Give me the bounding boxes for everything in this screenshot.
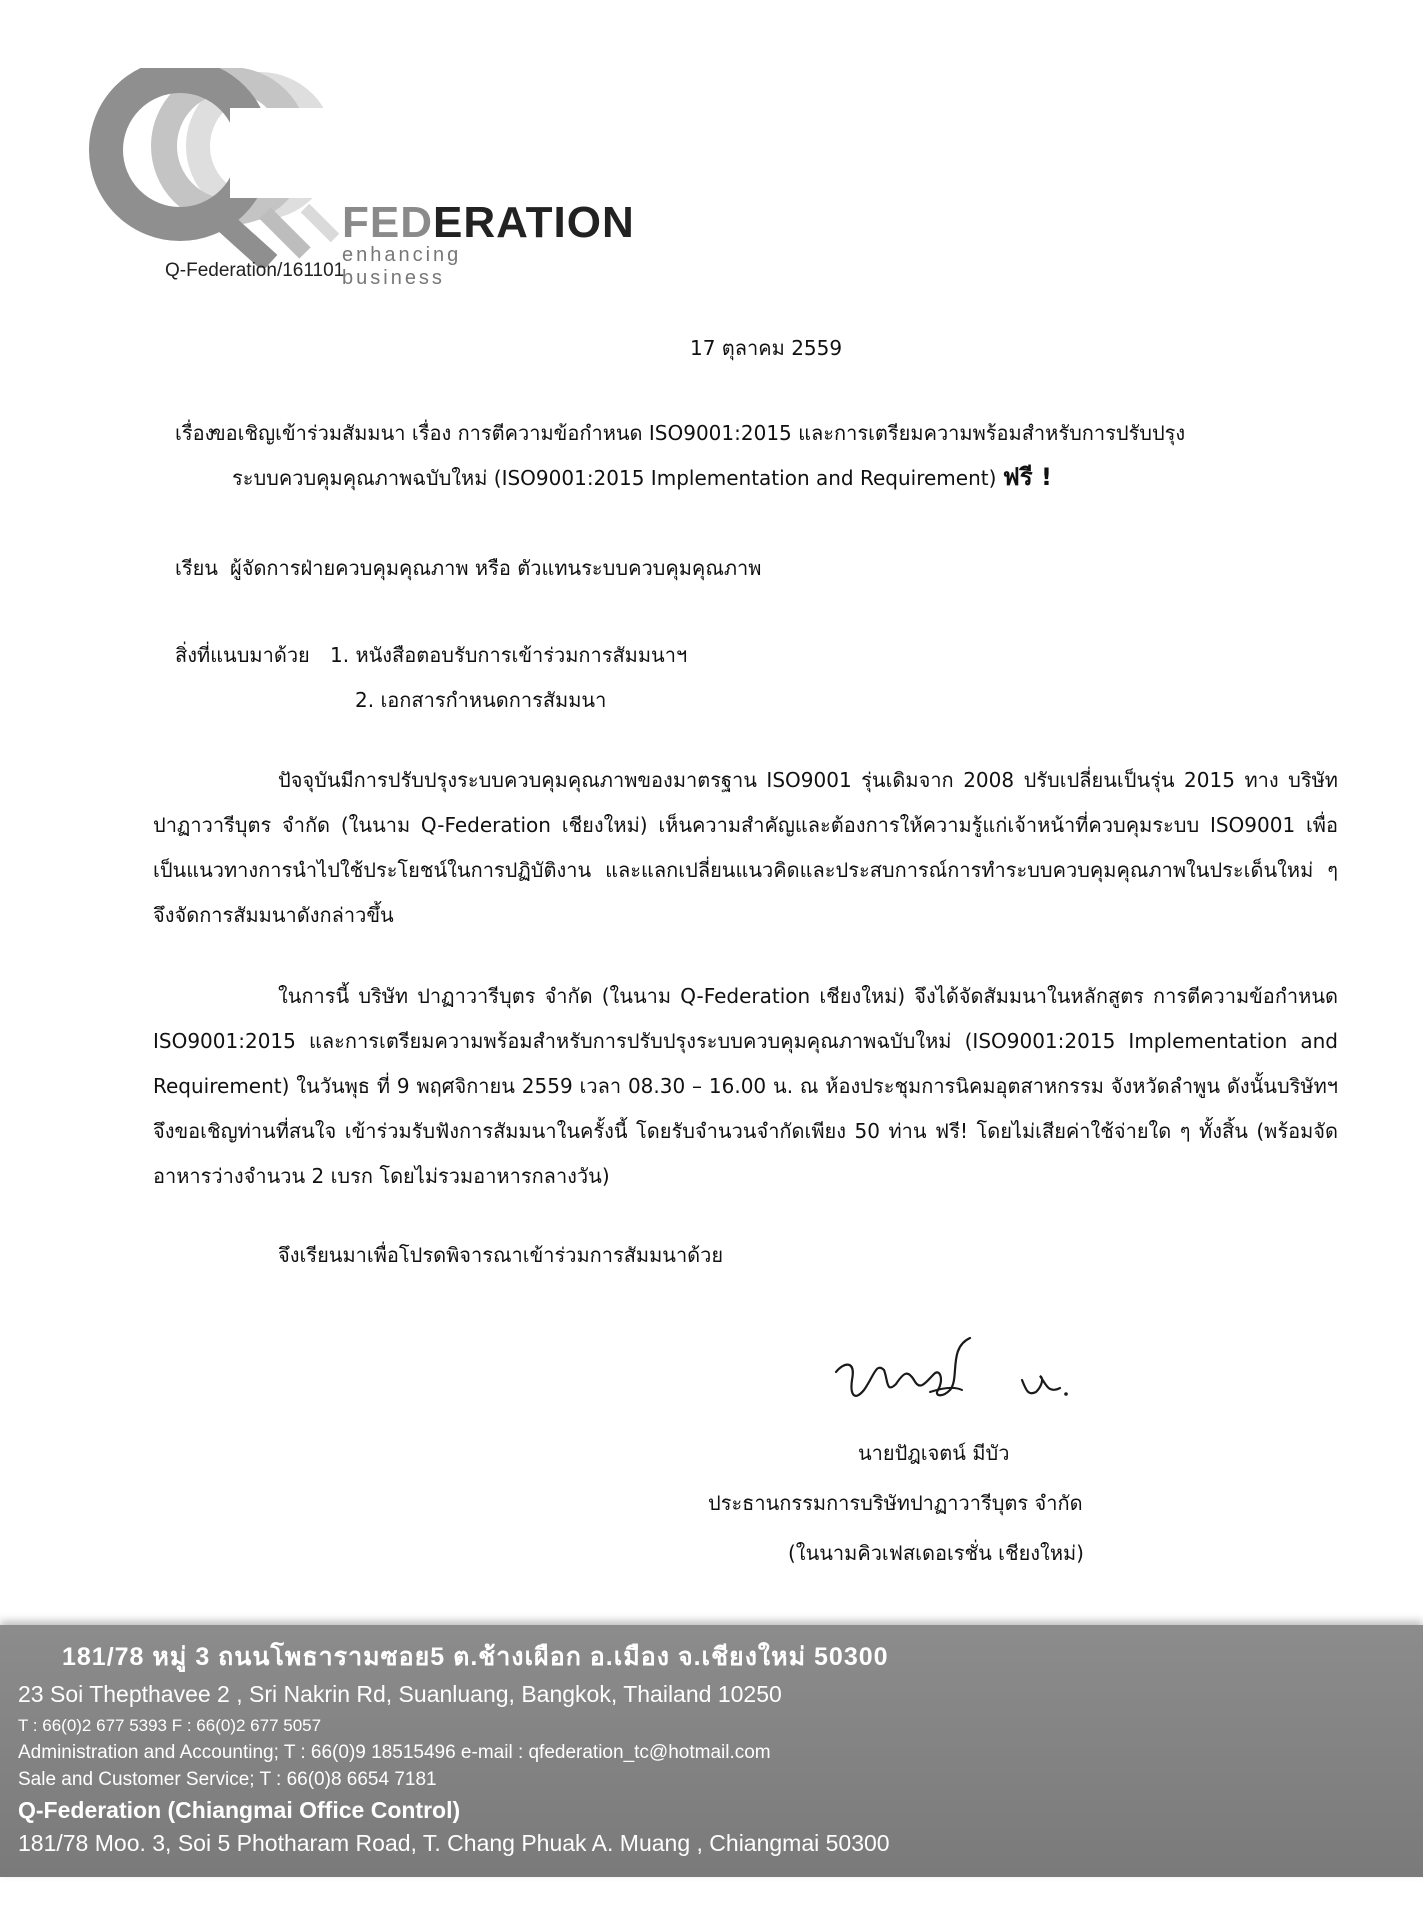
footer-sales-contact: Sale and Customer Service; T : 66(0)8 6654 7181: [18, 1769, 437, 1790]
body-paragraph-2: ในการนี้ บริษัท ปาฏาวารีบุตร จำกัด (ในนาม Q-Federation เชียงใหม่) จึงได้จัดสัมมนาในหลักสูตร การตีความข้อกำหนด ISO9001:2015 และการเตรียมความพร้อมสำหรับการปรับปรุงระบบควบคุมคุณภาพฉบับใหม่ (ISO9001:2015 Implementation and Requirement) ในวันพุธ ที่ 9 พฤศจิกายน 2559 เวลา 08.30 – 16.00 น. ณ ห้องประชุมการนิคมอุตสาหกรรม จังหวัดลำพูน ดังนั้นบริษัทฯ จึงขอเชิญท่านที่สนใจ เข้าร่วมรับฟังการสัมมนาในครั้งนี้ โดยรับจำนวนจำกัดเพียง 50 ท่าน ฟรี! โดยไม่เสียค่าใช้จ่ายใด ๆ ทั้งสิ้น (พร้อมจัดอาหารว่างจำนวน 2 เบรก โดยไม่รวมอาหารกลางวัน): [153, 984, 1338, 1188]
signatory-title: ประธานกรรมการบริษัทปาฏาวารีบุตร จำกัด: [708, 1491, 1083, 1515]
body-paragraph-1: ปัจจุบันมีการปรับปรุงระบบควบคุมคุณภาพของมาตรฐาน ISO9001 รุ่นเดิมจาก 2008 ปรับเปลี่ยนเป็นรุ่น 2015 ทาง บริษัท ปาฏาวารีบุตร จำกัด (ในนาม Q-Federation เชียงใหม่) เห็นความสำคัญและต้องการให้ความรู้แก่เจ้าหน้าที่ควบคุมระบบ ISO9001 เพื่อเป็นแนวทางการนำไปใช้ประโยชน์ในการปฏิบัติงาน และแลกเปลี่ยนแนวคิดและประสบการณ์การทำระบบควบคุมคุณภาพในประเด็นใหม่ ๆ จึงจัดการสัมมนาดังกล่าวขึ้น: [153, 768, 1338, 927]
footer-admin-contact: Administration and Accounting; T : 66(0)9 18515496 e-mail : qfederation_tc@hotmail.com: [18, 1742, 771, 1763]
free-badge: ฟรี !: [1002, 463, 1052, 491]
enclosure-item-2: 2. เอกสารกำหนดการสัมมนา: [355, 688, 607, 712]
logo-wordmark-part2: ERATION: [433, 198, 635, 247]
footer-office-name: Q-Federation (Chiangmai Office Control): [18, 1797, 461, 1823]
letter-date: 17 ตุลาคม 2559: [690, 336, 843, 360]
subject-line-1: [212, 418, 1185, 448]
letter-footer: [0, 1625, 1423, 1877]
enclosure-label: สิ่งที่แนบมาด้วย: [175, 643, 310, 667]
subject-label: เรื่อง: [175, 421, 215, 445]
signatory-organization: (ในนามคิวเฟสเดอเรชั่น เชียงใหม่): [788, 1541, 1084, 1565]
logo-wordmark: [342, 198, 635, 248]
closing-line: จึงเรียนมาเพื่อโปรดพิจารณาเข้าร่วมการสัมมนาด้วย: [278, 1243, 724, 1267]
signatory-name: นายปัฎเจตน์ มีบัว: [858, 1441, 1010, 1465]
reference-number: Q-Federation/161101: [165, 260, 345, 281]
subject-line-2: [232, 462, 1052, 493]
enclosure-item-1: 1. หนังสือตอบรับการเข้าร่วมการสัมมนาฯ: [330, 643, 688, 667]
footer-bangkok-address: 23 Soi Thepthavee 2 , Sri Nakrin Rd, Suanluang, Bangkok, Thailand 10250: [18, 1681, 782, 1707]
logo-tagline: enhancing business: [342, 244, 462, 289]
footer-thai-address: 181/78 หมู่ 3 ถนนโพธารามซอย5 ต.ช้างเผือก อ.เมือง จ.เชียงใหม่ 50300: [62, 1643, 889, 1671]
handwritten-signature-icon: [830, 1332, 1080, 1427]
recipient-label: เรียน: [175, 556, 218, 580]
logo-wordmark-part1: FED: [342, 198, 433, 247]
footer-office-address: 181/78 Moo. 3, Soi 5 Photharam Road, T. Chang Phuak A. Muang , Chiangmai 50300: [18, 1830, 890, 1856]
recipient-value: ผู้จัดการฝ่ายควบคุมคุณภาพ หรือ ตัวแทนระบบควบคุมคุณภาพ: [230, 556, 762, 580]
subject-line-1-text: ขอเชิญเข้าร่วมสัมมนา เรื่อง การตีความข้อกำหนด ISO9001:2015 และการเตรียมความพร้อมสำหรับการปรับปรุง: [212, 421, 1186, 445]
footer-phone-fax: T : 66(0)2 677 5393 F : 66(0)2 677 5057: [18, 1716, 322, 1735]
subject-line-2-text: ระบบควบคุมคุณภาพฉบับใหม่ (ISO9001:2015 Implementation and Requirement): [232, 466, 997, 490]
